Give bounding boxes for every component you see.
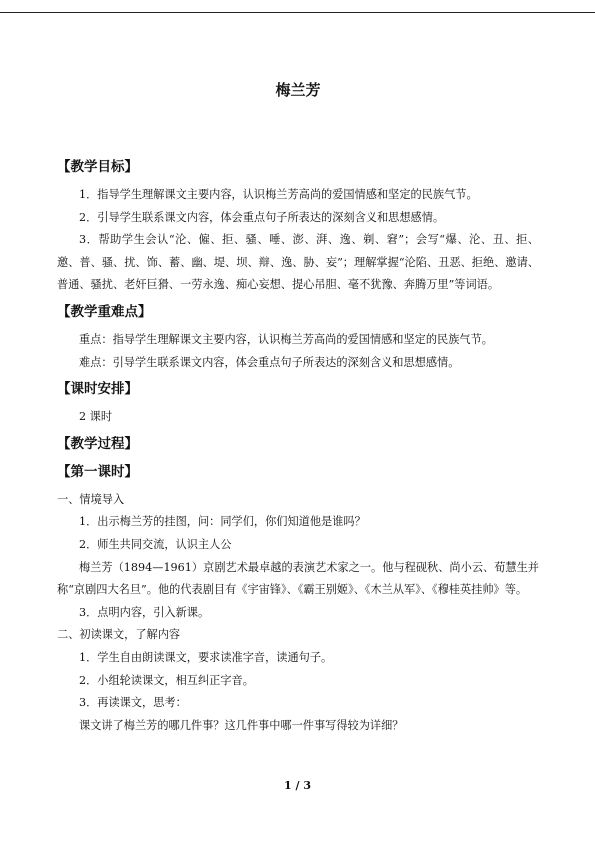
part1-step3: 3．点明内容，引入新课。 — [79, 605, 210, 619]
section-heading-process: 【教学过程】 — [57, 435, 138, 452]
part1-title: 一、情境导入 — [57, 492, 125, 506]
part2-question: 课文讲了梅兰芳的哪几件事？这几件事中哪一件事写得较为详细？ — [79, 718, 404, 732]
part2-step2: 2．小组轮读课文，相互纠正字音。 — [79, 673, 254, 687]
page-number: 1 / 3 — [284, 779, 311, 792]
section-heading-lesson1: 【第一课时】 — [57, 463, 138, 480]
goal-item-1: 1．指导学生理解课文主要内容，认识梅兰芳高尚的爱国情感和坚定的民族气节。 — [79, 188, 478, 201]
part2-title: 二、初读课文，了解内容 — [57, 628, 181, 642]
section-heading-goals: 【教学目标】 — [57, 159, 138, 175]
section-heading-keypoints: 【教学重难点】 — [57, 303, 152, 320]
document-page — [57, 80, 539, 737]
part1-step2: 2．师生共同交流，认识主人公 — [79, 537, 232, 551]
part2-step1: 1．学生自由朗读课文，要求读准字音，读通句子。 — [79, 650, 333, 664]
section-heading-schedule: 【课时安排】 — [57, 381, 138, 398]
keypoint-difficulty: 难点：引导学生联系课文内容，体会重点句子所表达的深刻含义和思想感情。 — [79, 355, 460, 369]
header-rule — [0, 12, 595, 13]
schedule-text: 2 课时 — [79, 410, 113, 424]
part1-step1: 1．出示梅兰芳的挂图，问：同学们，你们知道他是谁吗？ — [79, 515, 366, 529]
part2-step3: 3．再读课文，思考： — [79, 696, 187, 710]
goal-item-2: 2．引导学生联系课文内容，体会重点句子所表达的深刻含义和思想感情。 — [79, 210, 445, 224]
keypoint-focus: 重点：指导学生理解课文主要内容，认识梅兰芳高尚的爱国情感和坚定的民族气节。 — [79, 332, 493, 346]
document-title: 梅兰芳 — [275, 81, 321, 99]
goal-item-3: 3．帮助学生会认“沦、僱、拒、骚、唾、澎、湃、逸、剃、窘”；会写“爆、沦、丑、拒、邀、普、骚、扰、饰、蓄、幽、堤、坝、辩、逸、胁、妄”；理解掌握“沦陷、丑恶、拒绝、邀请、普通、骚扰、老奸巨猾、一劳永逸、痴心妄想、提心吊胆、毫不犹豫、奔腾万里”等词语。 — [57, 233, 539, 292]
part1-bio: 梅兰芳（1894—1961）京剧艺术最卓越的表演艺术家之一。他与程砚秋、尚小云、荀慧生并称“京剧四大名旦”。他的代表剧目有《宇宙锋》、《霸王别姬》、《木兰从军》、《穆桂英挂帅》等。 — [57, 560, 539, 597]
